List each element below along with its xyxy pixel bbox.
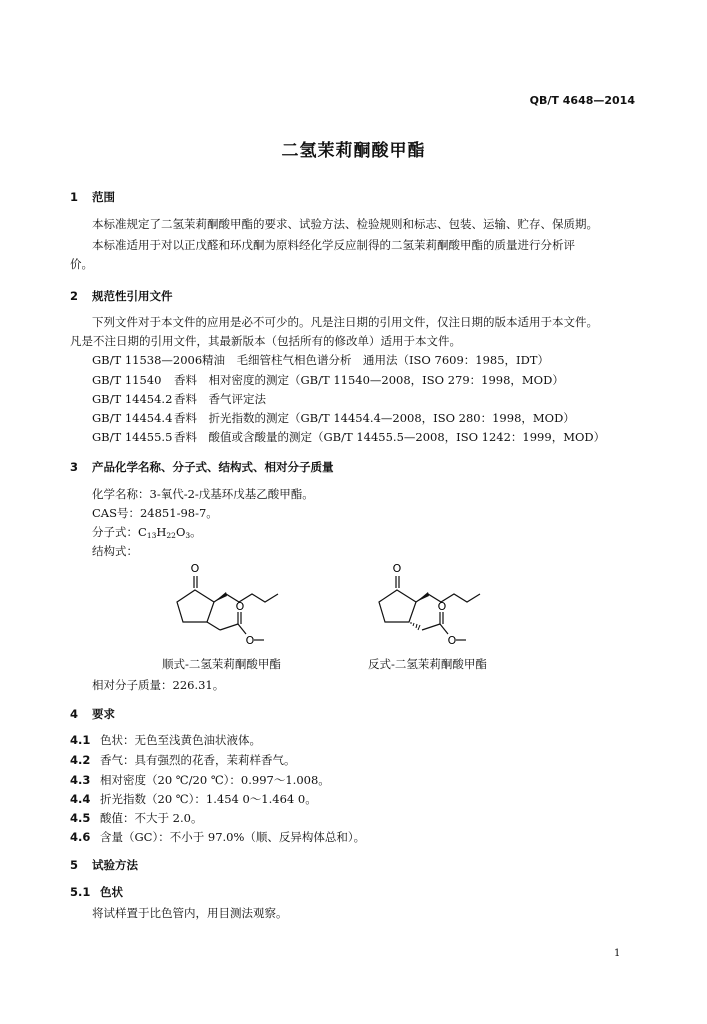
reference-code: GB/T 11538—2006 bbox=[92, 353, 203, 367]
subsection-title: 色状 bbox=[100, 885, 123, 899]
reference-item bbox=[92, 352, 549, 368]
section-number: 5 bbox=[70, 858, 79, 872]
requirement-text: 含量（GC）：不小于 97.0%（顺、反异构体总和）。 bbox=[100, 830, 366, 844]
reference-code: GB/T 14455.5 bbox=[92, 430, 173, 444]
scope-paragraph-2-cont: 价。 bbox=[70, 257, 93, 271]
reference-code: GB/T 14454.2 bbox=[92, 392, 173, 406]
section-2-heading bbox=[70, 288, 173, 304]
reference-title: 香料 香气评定法 bbox=[174, 392, 266, 406]
wedge-bond bbox=[214, 592, 227, 602]
reference-item bbox=[92, 410, 575, 426]
formula-end: 。 bbox=[190, 525, 202, 539]
scope-paragraph-1: 本标准规定了二氢茉莉酮酸甲酯的要求、试验方法、检验规则和标志、包装、运输、贮存、保质期。 bbox=[92, 217, 598, 231]
reference-title: 香料 酸值或含酸量的测定（GB/T 14455.5—2008，ISO 1242：1999，MOD） bbox=[174, 430, 606, 444]
formula-h: H bbox=[156, 525, 167, 539]
ch2-bond bbox=[207, 622, 220, 630]
trans-caption: 反式-二氢茉莉酮酸甲酯 bbox=[368, 657, 487, 671]
cas-number: CAS号：24851-98-7。 bbox=[92, 506, 218, 520]
methoxy-oxygen-label: O bbox=[447, 634, 457, 647]
section-title: 试验方法 bbox=[92, 858, 138, 872]
requirement-text: 色状：无色至浅黄色油状液体。 bbox=[100, 733, 261, 747]
section-5-heading bbox=[70, 857, 138, 873]
requirement-number: 4.5 bbox=[70, 811, 91, 825]
subsection-number: 5.1 bbox=[70, 885, 91, 899]
section-3-heading bbox=[70, 459, 334, 475]
section-number: 4 bbox=[70, 707, 79, 721]
requirement-item bbox=[70, 752, 296, 768]
subsection-5-1-heading bbox=[70, 884, 123, 900]
requirement-item bbox=[70, 829, 365, 845]
section-title: 规范性引用文件 bbox=[92, 289, 173, 303]
scope-paragraph-2: 本标准适用于对以正戊醛和环戊酮为原料经化学反应制得的二氢茉莉酮酸甲酯的质量进行分析评 bbox=[92, 238, 575, 252]
requirement-item bbox=[70, 772, 330, 788]
molecular-weight: 相对分子质量：226.31。 bbox=[92, 678, 225, 692]
methoxy-oxygen-label: O bbox=[245, 634, 255, 647]
trans-structure-diagram bbox=[352, 560, 532, 656]
formula-o: O bbox=[175, 525, 186, 539]
section-title: 范围 bbox=[92, 190, 115, 204]
reference-title: 香料 相对密度的测定（GB/T 11540—2008，ISO 279：1998，MOD） bbox=[174, 373, 564, 387]
cyclopentane-ring bbox=[177, 590, 214, 622]
ester-oxygen-bond bbox=[238, 624, 246, 634]
reference-item bbox=[92, 372, 564, 388]
wedge-bond bbox=[416, 592, 429, 602]
structure-label: 结构式： bbox=[92, 544, 138, 558]
document-title: 二氢茉莉酮酸甲酯 bbox=[281, 141, 426, 161]
requirement-number: 4.2 bbox=[70, 753, 91, 767]
section-number: 3 bbox=[70, 460, 79, 474]
reference-code: GB/T 11540 bbox=[92, 373, 162, 387]
references-intro-cont: 凡是不注日期的引用文件，其最新版本（包括所有的修改单）适用于本文件。 bbox=[70, 334, 461, 348]
reference-title: 精油 毛细管柱气相色谱分析 通用法（ISO 7609：1985，IDT） bbox=[202, 353, 549, 367]
section-4-heading bbox=[70, 706, 115, 722]
section-title: 产品化学名称、分子式、结构式、相对分子质量 bbox=[92, 460, 334, 474]
requirement-text: 折光指数（20 ℃）：1.454 0～1.464 0。 bbox=[100, 792, 317, 806]
reference-title: 香料 折光指数的测定（GB/T 14454.4—2008，ISO 280：1998，MOD） bbox=[174, 411, 575, 425]
chemical-name: 化学名称：3-氧代-2-戊基环戊基乙酸甲酯。 bbox=[92, 487, 314, 501]
requirement-text: 香气：具有强烈的花香，茉莉样香气。 bbox=[100, 753, 296, 767]
section-1-heading bbox=[70, 189, 115, 205]
requirement-text: 酸值：不大于 2.0。 bbox=[100, 811, 203, 825]
requirement-item bbox=[70, 810, 202, 826]
formula-c-count: 13 bbox=[146, 531, 157, 540]
section-number: 1 bbox=[70, 190, 79, 204]
standard-number: QB/T 4648—2014 bbox=[529, 94, 635, 107]
requirement-number: 4.6 bbox=[70, 830, 91, 844]
section-title: 要求 bbox=[92, 707, 115, 721]
acetate-bond bbox=[422, 624, 440, 630]
ketone-oxygen-label: O bbox=[190, 562, 200, 575]
requirement-number: 4.3 bbox=[70, 773, 91, 787]
formula-o-count: 3 bbox=[185, 531, 191, 540]
requirement-item bbox=[70, 791, 317, 807]
acetate-bond bbox=[220, 624, 238, 630]
cis-caption: 顺式-二氢茉莉酮酸甲酯 bbox=[162, 657, 281, 671]
ketone-oxygen-label: O bbox=[392, 562, 402, 575]
requirement-number: 4.4 bbox=[70, 792, 91, 806]
cyclopentane-ring bbox=[379, 590, 416, 622]
formula-prefix: 分子式：C bbox=[92, 525, 147, 539]
requirement-text: 相对密度（20 ℃/20 ℃）：0.997～1.008。 bbox=[100, 773, 330, 787]
formula-h-count: 22 bbox=[166, 531, 176, 540]
ester-oxygen-label: O bbox=[437, 600, 447, 613]
page-number: 1 bbox=[614, 948, 621, 959]
reference-code: GB/T 14454.4 bbox=[92, 411, 173, 425]
references-intro: 下列文件对于本文件的应用是必不可少的。凡是注日期的引用文件，仅注日期的版本适用于本文件。 bbox=[92, 315, 598, 329]
ester-oxygen-bond bbox=[440, 624, 448, 634]
method-text: 将试样置于比色管内，用目测法观察。 bbox=[92, 906, 288, 920]
reference-item bbox=[92, 429, 605, 445]
reference-item bbox=[92, 391, 266, 407]
ester-oxygen-label: O bbox=[235, 600, 245, 613]
molecular-formula bbox=[92, 524, 202, 540]
requirement-item bbox=[70, 732, 261, 748]
section-number: 2 bbox=[70, 289, 79, 303]
hashed-bond bbox=[411, 622, 420, 630]
cis-structure-diagram bbox=[150, 560, 330, 656]
requirement-number: 4.1 bbox=[70, 733, 91, 747]
